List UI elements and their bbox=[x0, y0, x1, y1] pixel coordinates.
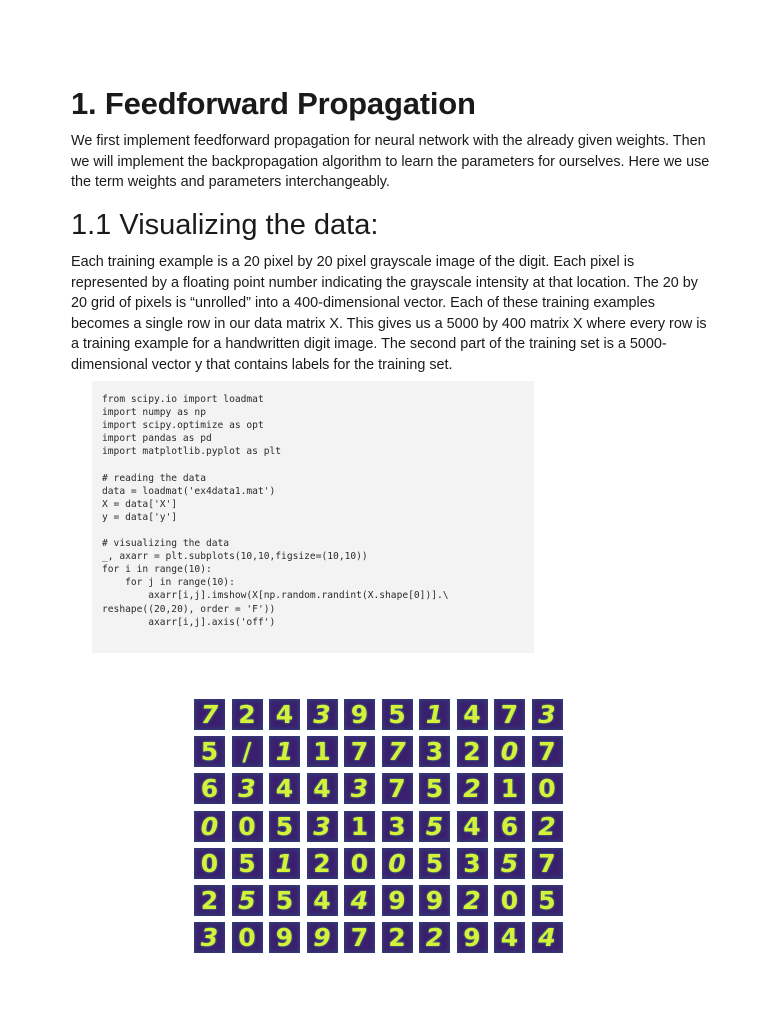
digit-image: 4 bbox=[307, 885, 338, 916]
digit-image: 5 bbox=[269, 811, 300, 842]
digit-image: 6 bbox=[194, 773, 225, 804]
digit-image: 0 bbox=[232, 922, 263, 953]
digit-image: 4 bbox=[457, 811, 488, 842]
digit-image: 0 bbox=[494, 885, 525, 916]
intro-paragraph: We first implement feedforward propagation for neural network with the already given weights. Then we will implement the backpropagation algorithm to learn the parameters for ourselves. Here we use the term weights and parameters interchangeably. bbox=[71, 133, 710, 190]
digit-image-grid bbox=[194, 699, 563, 953]
subsection-heading: 1.1 Visualizing the data: bbox=[71, 209, 379, 241]
digit-image: 1 bbox=[307, 736, 338, 767]
digit-image: 1 bbox=[269, 848, 300, 879]
digit-image: 0 bbox=[344, 848, 375, 879]
digit-image: 4 bbox=[532, 922, 563, 953]
digit-image: 0 bbox=[382, 848, 413, 879]
digit-image: 2 bbox=[382, 922, 413, 953]
digit-image: 7 bbox=[382, 773, 413, 804]
digit-image: 2 bbox=[532, 811, 563, 842]
digit-image: 5 bbox=[194, 736, 225, 767]
digit-image: 9 bbox=[344, 699, 375, 730]
digit-image: 4 bbox=[494, 922, 525, 953]
code-block bbox=[92, 381, 534, 653]
digit-image: 5 bbox=[419, 848, 450, 879]
digit-image: 9 bbox=[382, 885, 413, 916]
digit-image: 5 bbox=[419, 773, 450, 804]
digit-image: 3 bbox=[232, 773, 263, 804]
digit-image: 2 bbox=[457, 885, 488, 916]
digit-image: 6 bbox=[494, 811, 525, 842]
digit-image: 5 bbox=[494, 848, 525, 879]
digit-image: 0 bbox=[494, 736, 525, 767]
digit-image: 5 bbox=[419, 811, 450, 842]
digit-image: 0 bbox=[194, 811, 225, 842]
digit-image: 3 bbox=[307, 811, 338, 842]
digit-image: 3 bbox=[457, 848, 488, 879]
digit-image: 1 bbox=[494, 773, 525, 804]
digit-image: 3 bbox=[194, 922, 225, 953]
digit-image: 4 bbox=[269, 699, 300, 730]
digit-image: 2 bbox=[232, 699, 263, 730]
digit-image: 0 bbox=[194, 848, 225, 879]
digit-image: 7 bbox=[344, 922, 375, 953]
digit-image: 3 bbox=[382, 811, 413, 842]
digit-image: 7 bbox=[532, 848, 563, 879]
digit-image: 5 bbox=[269, 885, 300, 916]
digit-image: 7 bbox=[494, 699, 525, 730]
digit-image: 2 bbox=[307, 848, 338, 879]
digit-image: 7 bbox=[382, 736, 413, 767]
digit-image: 5 bbox=[382, 699, 413, 730]
digit-image: 4 bbox=[457, 699, 488, 730]
digit-image: 3 bbox=[307, 699, 338, 730]
digit-image: 4 bbox=[307, 773, 338, 804]
digit-image: / bbox=[232, 736, 263, 767]
digit-image: 0 bbox=[232, 811, 263, 842]
digit-image: 1 bbox=[419, 699, 450, 730]
digit-image: 1 bbox=[344, 811, 375, 842]
digit-image: 5 bbox=[232, 885, 263, 916]
digit-image: 9 bbox=[457, 922, 488, 953]
data-description-paragraph: Each training example is a 20 pixel by 20 pixel grayscale image of the digit. Each pixel is represented by a floating point number indicating the grayscale intensity at that location. The 20 by 20 grid of pixels is “unrolled” into a 400-dimensional vector. Each of these training examples becomes a single row in our data matrix X. This gives us a 5000 by 400 matrix X where every row is a training example for a handwritten digit image. The second part of the training set is a 5000-dimensional vector y that contains labels for the training set. bbox=[71, 254, 707, 373]
section-heading: 1. Feedforward Propagation bbox=[71, 86, 476, 121]
digit-image: 4 bbox=[269, 773, 300, 804]
digit-image: 2 bbox=[194, 885, 225, 916]
digit-image: 7 bbox=[532, 736, 563, 767]
digit-image: 3 bbox=[419, 736, 450, 767]
digit-image: 3 bbox=[532, 699, 563, 730]
digit-image: 9 bbox=[419, 885, 450, 916]
digit-image: 0 bbox=[532, 773, 563, 804]
digit-image: 2 bbox=[457, 736, 488, 767]
digit-image: 9 bbox=[307, 922, 338, 953]
digit-image: 2 bbox=[419, 922, 450, 953]
code-listing: from scipy.io import loadmat import numpy as np import scipy.optimize as opt import pandas as pd import matplotlib.pyplot as plt # reading the data data = loadmat('ex4data1.mat') X = data['X'] y = data['y'] # visualizing the data _, axarr = plt.subplots(10,10,figsize=(10,10)) for i in range(10): for j in range(10): axarr[i,j].imshow(X[np.random.randint(X.shape[0])].\ reshape((20,20), order = 'F')) axarr[i,j].axis('off') bbox=[102, 394, 449, 628]
digit-image: 1 bbox=[269, 736, 300, 767]
digit-image: 9 bbox=[269, 922, 300, 953]
digit-image: 7 bbox=[344, 736, 375, 767]
digit-image: 5 bbox=[532, 885, 563, 916]
digit-image: 2 bbox=[457, 773, 488, 804]
digit-image: 5 bbox=[232, 848, 263, 879]
digit-image: 7 bbox=[194, 699, 225, 730]
digit-image: 4 bbox=[344, 885, 375, 916]
digit-image: 3 bbox=[344, 773, 375, 804]
